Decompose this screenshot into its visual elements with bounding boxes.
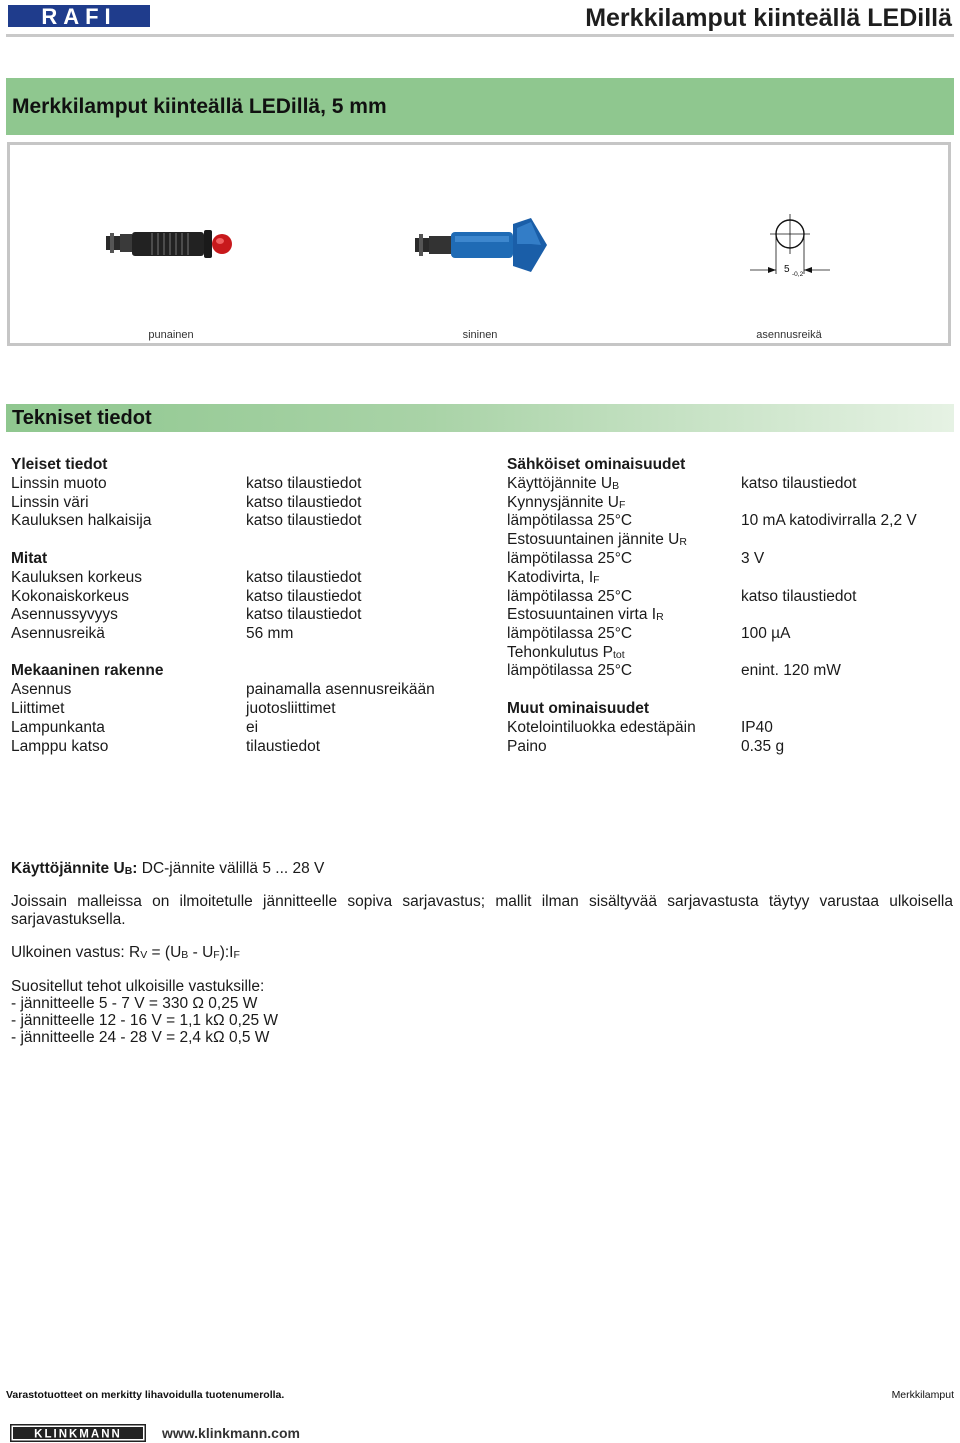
drawing-tolerance: -0,2 [792, 271, 804, 278]
header-divider [6, 34, 954, 37]
spec-label: Kotelointiluokka edestäpäin [507, 719, 696, 736]
klinkmann-logo-text: KLINKMANN [34, 1428, 122, 1441]
blue-led-lamp-photo [413, 214, 549, 276]
spec-value: tilaustiedot [246, 738, 321, 755]
spec-label: Kynnysjännite UF [507, 494, 626, 511]
red-led-lamp-photo [104, 224, 236, 264]
other-heading: Muut ominaisuudet [507, 700, 650, 717]
spec-value: katso tilaustiedot [246, 475, 362, 492]
image-caption-hole: asennusreikä [756, 329, 822, 341]
spec-value: ei [246, 719, 259, 736]
spec-label: Asennussyvyys [11, 606, 118, 623]
dimensions-heading: Mitat [11, 550, 48, 567]
spec-label: Kokonaiskorkeus [11, 588, 130, 605]
spec-label: Käyttöjännite UB [507, 475, 620, 492]
spec-value: katso tilaustiedot [246, 569, 362, 586]
stock-products-note: Varastotuotteet on merkitty lihavoidulla tuotenumerolla. [6, 1389, 285, 1401]
spec-label: Kauluksen korkeus [11, 569, 142, 586]
section-title: Tekniset tiedot [12, 407, 152, 429]
recommended-item: - jännitteelle 12 - 16 V = 1,1 kΩ 0,25 W [11, 1012, 279, 1029]
spec-label: Asennus [11, 681, 72, 698]
product-title-band [6, 78, 954, 135]
spec-label: Linssin muoto [11, 475, 107, 492]
spec-value: juotosliittimet [246, 700, 336, 717]
drawing-dimension: 5 [784, 264, 790, 275]
spec-label: lämpötilassa 25°C [507, 550, 633, 567]
product-title: Merkkilamput kiinteällä LEDillä, 5 mm [12, 95, 387, 118]
klinkmann-logo [10, 1424, 146, 1442]
spec-label: Estosuuntainen virta IR [507, 606, 664, 623]
spec-label: Lamppu katso [11, 738, 109, 755]
spec-label: Katodivirta, IF [507, 569, 600, 586]
rafi-logo-text: RAFI [41, 5, 117, 27]
electrical-heading: Sähköiset ominaisuudet [507, 456, 686, 473]
spec-label: Estosuuntainen jännite UR [507, 531, 687, 548]
footer-category: Merkkilamput [891, 1389, 954, 1401]
spec-value: 3 V [741, 550, 765, 567]
spec-value: enint. 120 mW [741, 662, 841, 679]
spec-label: lämpötilassa 25°C [507, 625, 633, 642]
spec-value: 10 mA katodivirralla 2,2 V [741, 512, 917, 529]
spec-value: katso tilaustiedot [246, 606, 362, 623]
spec-value: 0.35 g [741, 738, 785, 755]
spec-value: painamalla asennusreikään [246, 681, 435, 698]
document-title: Merkkilamput kiinteällä LEDillä [585, 4, 952, 32]
spec-value: katso tilaustiedot [246, 512, 362, 529]
spec-label: Asennusreikä [11, 625, 105, 642]
spec-label: Liittimet [11, 700, 65, 717]
spec-label: Linssin väri [11, 494, 89, 511]
spec-value: 100 µA [741, 625, 791, 642]
spec-label: lämpötilassa 25°C [507, 588, 633, 605]
general-heading: Yleiset tiedot [11, 456, 108, 473]
mounting-hole-drawing [748, 212, 832, 282]
spec-value: katso tilaustiedot [246, 494, 362, 511]
image-caption-red: punainen [148, 329, 194, 341]
series-resistor-note: Joissain malleissa on ilmoitetulle jännitteelle sopiva sarjavastus; mallit ilman sisältyvää sarjavastusta täytyy varustaa ulkoisella sarjavastuksella. [11, 893, 953, 928]
technical-data-band [6, 404, 954, 432]
rafi-logo [8, 5, 150, 27]
recommended-item: - jännitteelle 5 - 7 V = 330 Ω 0,25 W [11, 995, 258, 1012]
spec-label: Paino [507, 738, 547, 755]
spec-value: katso tilaustiedot [741, 588, 857, 605]
spec-value: katso tilaustiedot [246, 588, 362, 605]
image-caption-blue: sininen [462, 329, 498, 341]
supply-voltage-note: Käyttöjännite UB: DC-jännite välillä 5 ... 28 V [11, 860, 325, 877]
resistor-formula: Ulkoinen vastus: RV = (UB - UF):IF [11, 944, 240, 961]
recommended-item: - jännitteelle 24 - 28 V = 2,4 kΩ 0,5 W [11, 1029, 270, 1046]
spec-label: Kauluksen halkaisija [11, 512, 152, 529]
spec-label: lämpötilassa 25°C [507, 662, 633, 679]
mechanical-heading: Mekaaninen rakenne [11, 662, 164, 679]
recommended-heading: Suositellut tehot ulkoisille vastuksille: [11, 978, 265, 995]
spec-value: katso tilaustiedot [741, 475, 857, 492]
spec-value: IP40 [741, 719, 773, 736]
website-link[interactable]: www.klinkmann.com [162, 1425, 300, 1441]
spec-value: 56 mm [246, 625, 294, 642]
spec-label: Lampunkanta [11, 719, 105, 736]
spec-label: lämpötilassa 25°C [507, 512, 633, 529]
spec-label: Tehonkulutus Ptot [507, 644, 625, 661]
